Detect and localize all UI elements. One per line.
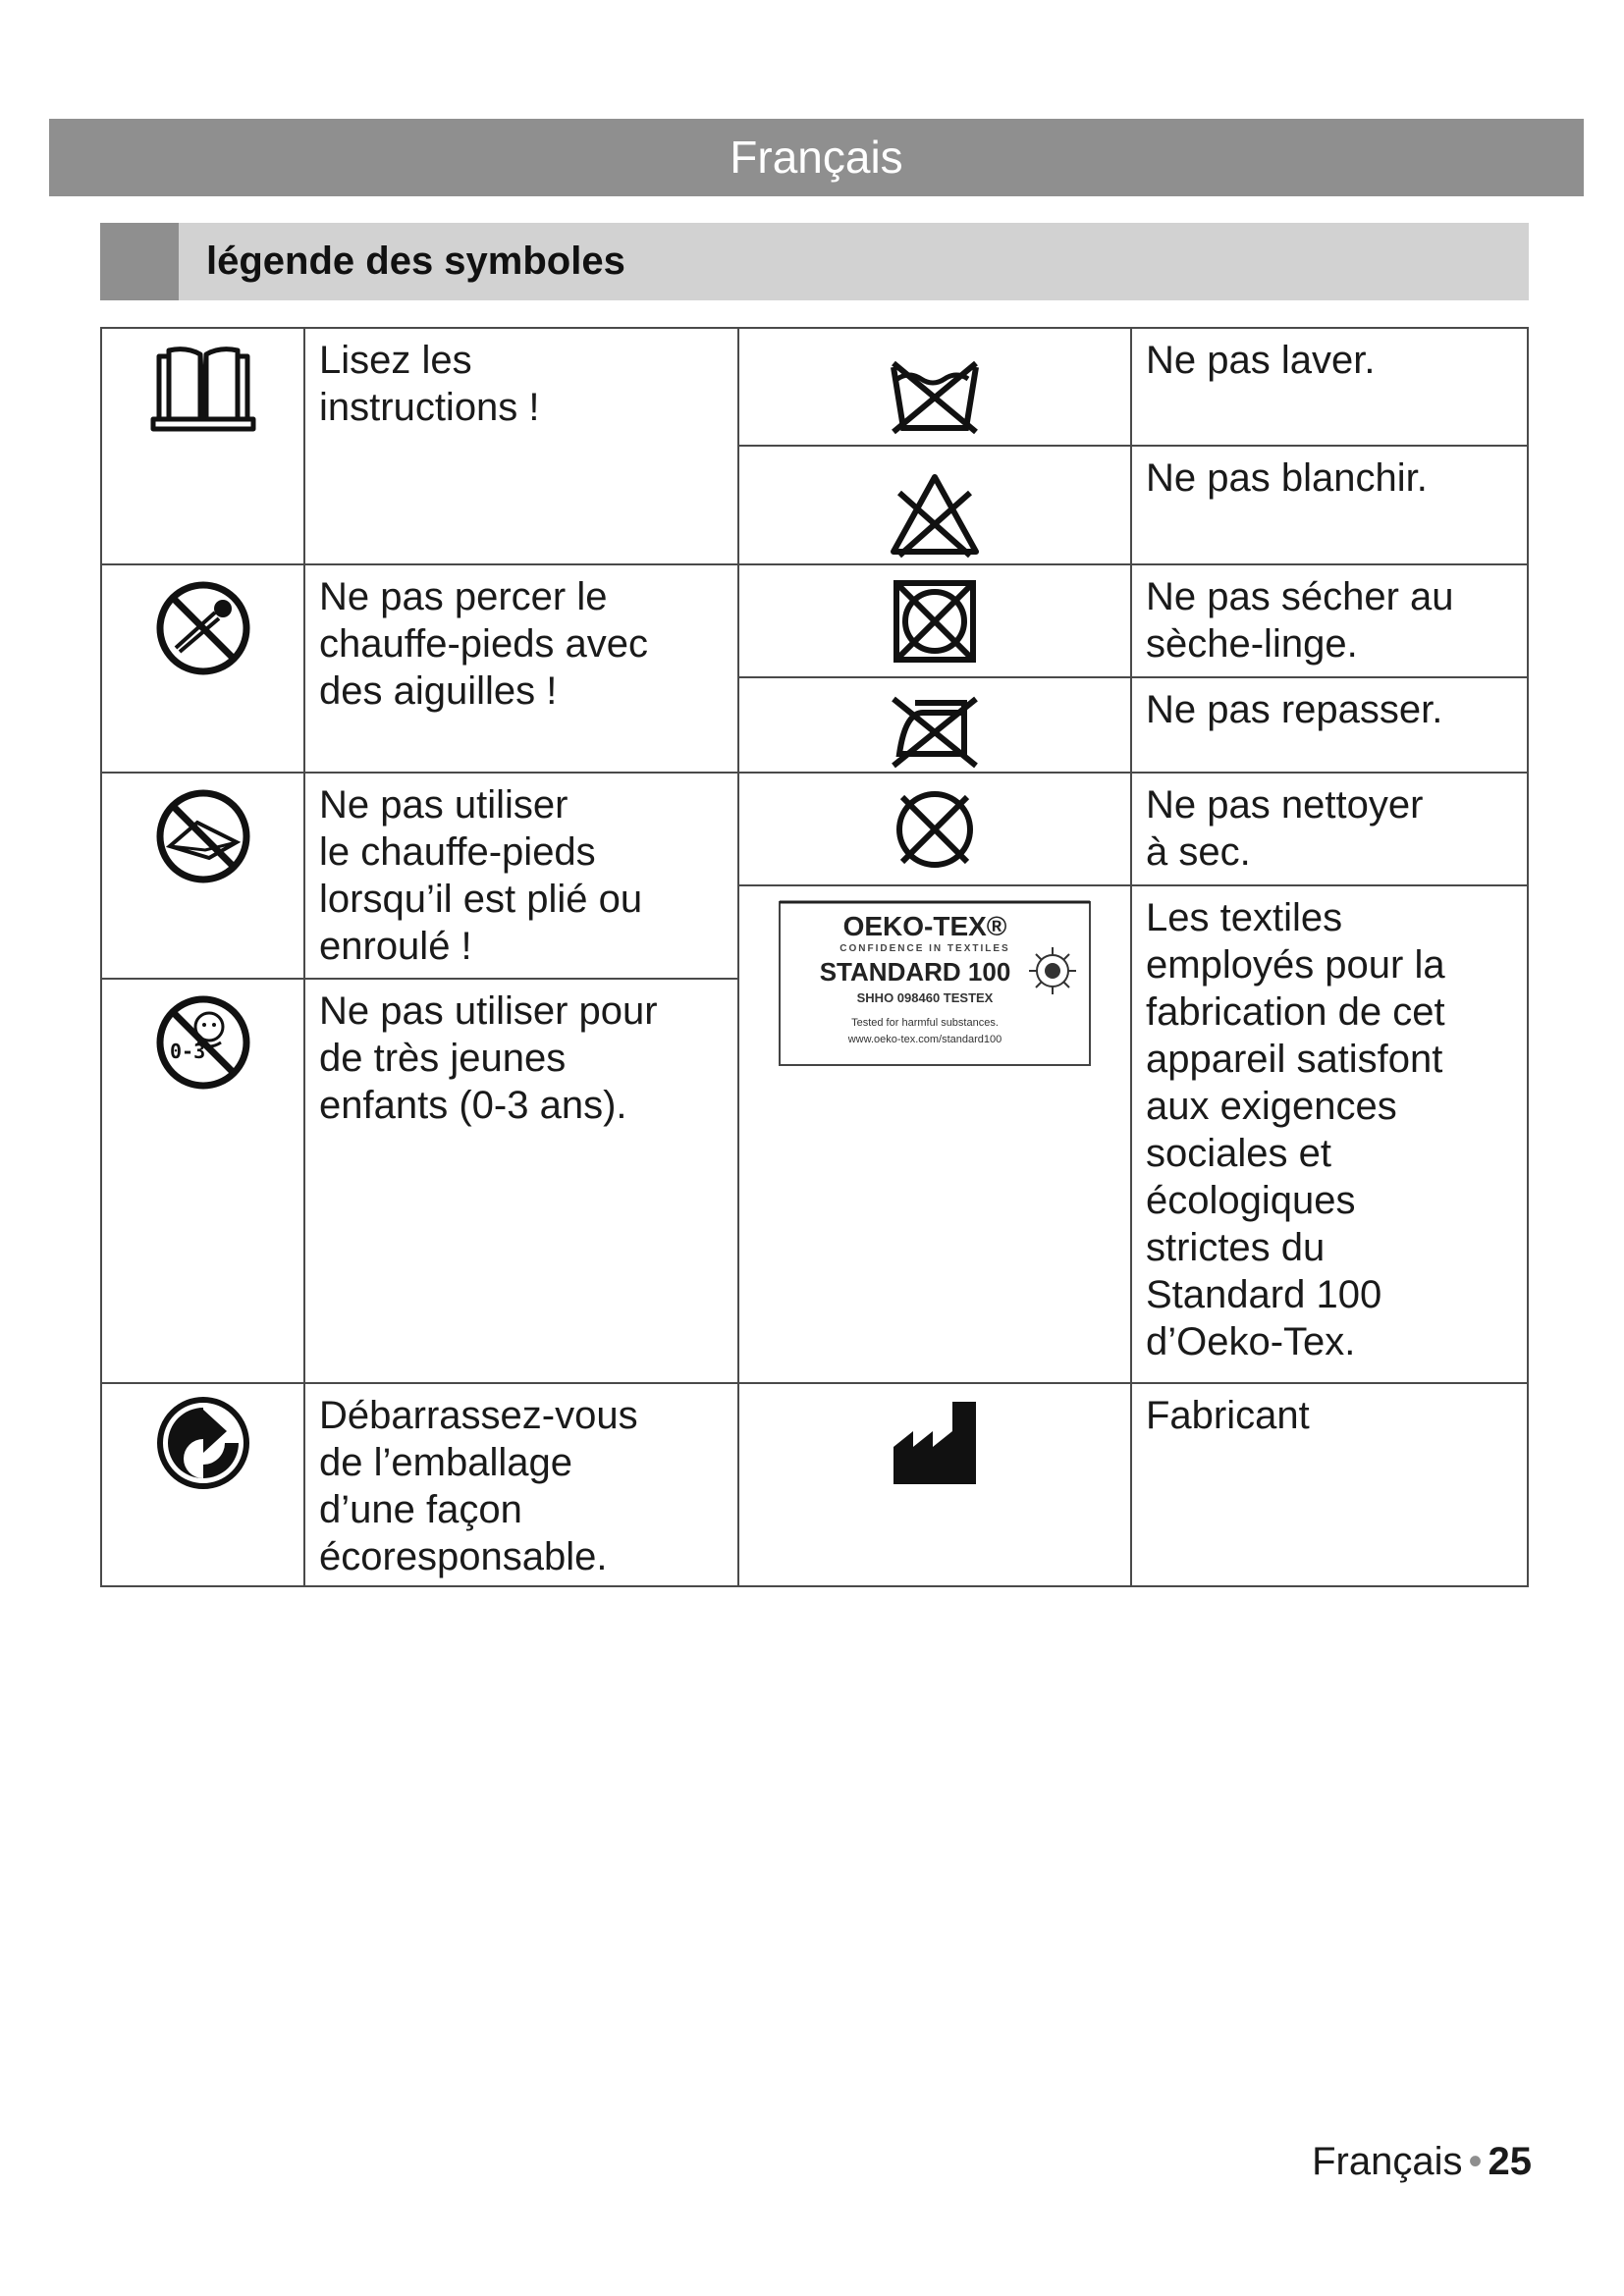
manufacturer-icon [890,1398,980,1488]
table-row-text-cell [303,1382,739,1587]
section-swatch [100,223,179,300]
section-header [100,223,1529,300]
table-row-text-cell [1130,1382,1529,1587]
green-dot-icon [154,1394,252,1492]
oeko-url: www.oeko-tex.com/standard100 [847,1034,1002,1045]
table-row-icon-cell [100,1382,305,1587]
table-row-text-cell [1130,884,1529,1384]
page-number: 25 [1488,2140,1532,2183]
table-row-text-cell [303,978,739,1384]
table-row-text-cell [303,563,739,774]
oeko-code: SHHO 098460 TESTEX [856,990,994,1005]
table-row-icon-cell [737,676,1132,774]
no-tumble-dry-icon [891,577,979,666]
table-row-text-cell [1130,445,1529,565]
oeko-flower-icon [1029,947,1076,994]
oeko-tested: Tested for harmful substances. [851,1017,999,1029]
table-row-text-cell [1130,772,1529,886]
book-icon [149,343,257,441]
symbol-description: Ne pas repasser. [1146,688,1443,731]
symbol-description: Ne pas nettoyer à sec. [1146,783,1424,874]
section-title: légende des symboles [206,240,625,283]
no-baby-icon [154,993,252,1092]
table-row-text-cell [1130,327,1529,447]
table-row-icon-cell [100,327,305,565]
table-row-icon-cell [737,772,1132,886]
table-row-text-cell [1130,563,1529,678]
table-row-icon-cell [100,563,305,774]
language-banner: Français [49,119,1584,196]
age-label: 0-3 [169,1040,205,1063]
symbol-description: Lisez les instructions ! [319,339,540,429]
footer-separator: • [1468,2140,1483,2183]
table-row-text-cell [303,327,739,565]
symbol-description: Débarrassez-vous de l’emballage d’une façon écoresponsable. [319,1394,638,1578]
table-row-icon-cell [100,978,305,1384]
symbol-description: Ne pas percer le chauffe-pieds avec des aiguilles ! [319,575,649,713]
symbol-description: Ne pas blanchir. [1146,456,1428,500]
no-bleach-icon [888,471,982,560]
no-iron-icon [886,691,984,770]
table-row-icon-cell [100,772,305,980]
oeko-brand: OEKO-TEX® [842,911,1007,941]
no-dry-clean-icon [891,785,979,874]
symbol-description: Ne pas utiliser le chauffe-pieds lorsqu’il est plié ou enroulé ! [319,783,643,968]
symbol-description: Les textiles employés pour la fabrication de cet appareil satisfont aux exigences sociales et écologiques strictes du Standard 100 d’Oeko-Tex. [1146,896,1445,1363]
table-row-icon-cell [737,1382,1132,1587]
table-row-icon-cell [737,884,1132,1384]
no-pin-icon [154,579,252,677]
symbol-description: Ne pas laver. [1146,339,1376,382]
oeko-standard: STANDARD 100 [819,957,1011,987]
table-row-icon-cell [737,327,1132,447]
symbol-description: Fabricant [1146,1394,1310,1437]
oeko-tex-label [778,900,1092,1067]
table-row-text-cell [303,772,739,980]
table-row-icon-cell [737,445,1132,565]
no-wash-icon [888,357,982,436]
footer-language: Français [1312,2140,1463,2183]
table-row-text-cell [1130,676,1529,774]
page-footer [1312,2140,1532,2184]
oeko-tagline: CONFIDENCE IN TEXTILES [839,943,1010,954]
no-folded-icon [154,787,252,885]
symbol-description: Ne pas utiliser pour de très jeunes enfants (0-3 ans). [319,989,658,1127]
table-row-icon-cell [737,563,1132,678]
symbol-description: Ne pas sécher au sèche-linge. [1146,575,1454,666]
